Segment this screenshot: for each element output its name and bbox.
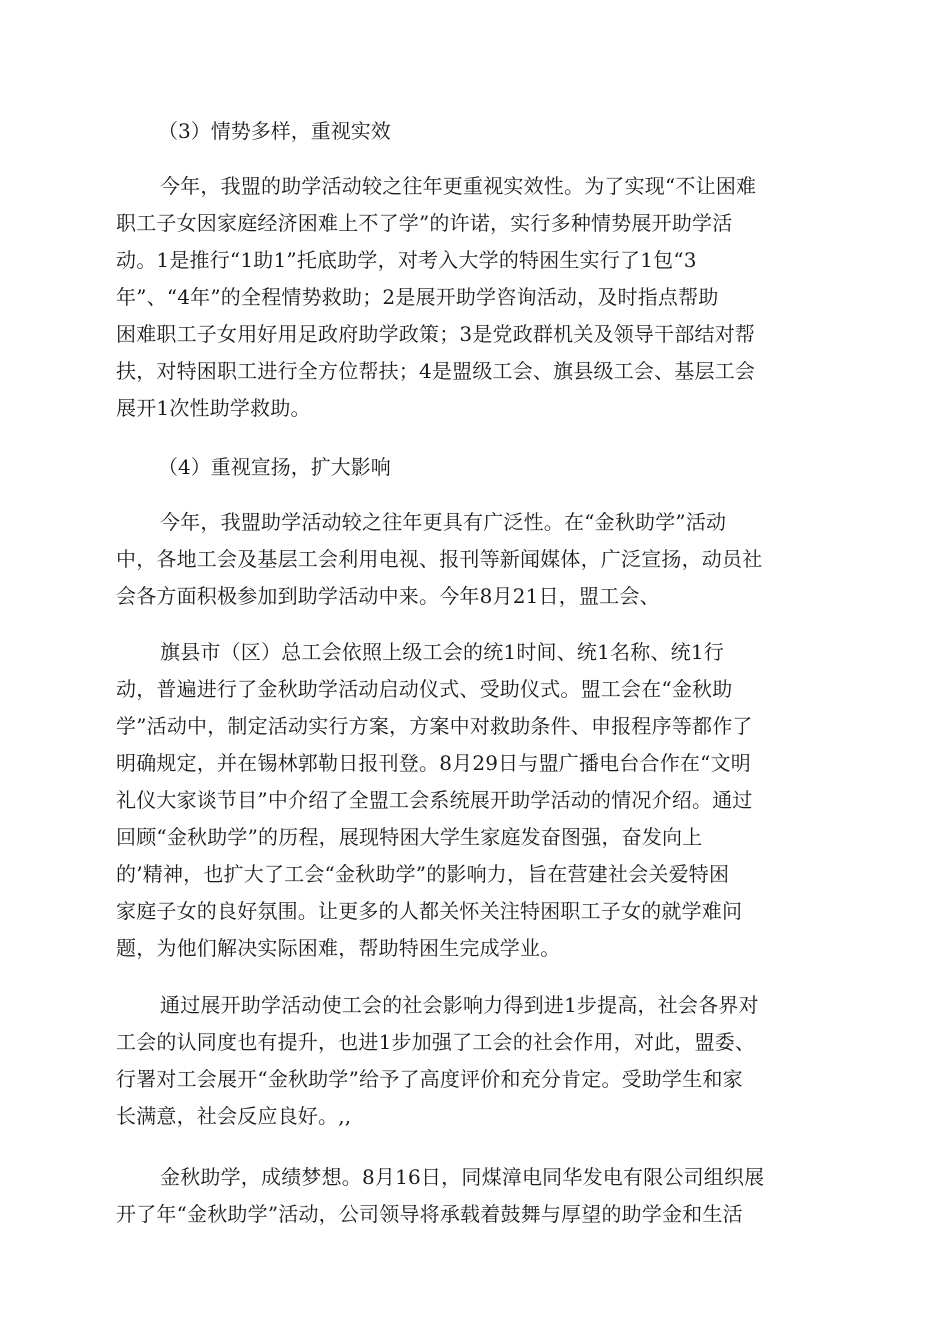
text-line: 开了年“金秋助学”活动，公司领导将承载着鼓舞与厚望的助学金和生活 [116, 1202, 743, 1226]
text-line: 中，各地工会及基层工会利用电视、报刊等新闻媒体，广泛宣扬，动员社 [116, 547, 763, 571]
text-line: 扶，对特困职工进行全方位帮扶；4是盟级工会、旗县级工会、基层工会 [116, 359, 756, 383]
section-4-paragraph-3 [116, 987, 832, 1135]
section-4-heading: （4）重视宣扬，扩大影响 [158, 455, 391, 479]
section-3-paragraph-1 [116, 168, 832, 427]
section-4-paragraph-1 [116, 504, 832, 615]
section-3-heading: （3）情势多样，重视实效 [158, 119, 391, 143]
text-line: 今年，我盟的助学活动较之往年更重视实效性。为了实现“不让困难 [160, 174, 757, 198]
text-line: 题，为他们解决实际困难，帮助特困生完成学业。 [116, 936, 561, 960]
text-line: 学”活动中，制定活动实行方案，方案中对救助条件、申报程序等都作了 [116, 714, 753, 738]
text-line: 明确规定，并在锡林郭勒日报刊登。8月29日与盟广播电台合作在“文明 [116, 751, 751, 775]
text-line: 年”、“4年”的全程情势救助；2是展开助学咨询活动，及时指点帮助 [116, 285, 719, 309]
text-line: 行署对工会展开“金秋助学”给予了高度评价和充分肯定。受助学生和家 [116, 1067, 743, 1091]
text-line: 会各方面积极参加到助学活动中来。今年8月21日，盟工会、 [116, 584, 660, 608]
text-line: 回顾“金秋助学”的历程，展现特困大学生家庭发奋图强，奋发向上 [116, 825, 703, 849]
text-line: 展开1次性助学救助。 [116, 396, 311, 420]
text-line: 工会的认同度也有提升，也进1步加强了工会的社会作用，对此，盟委、 [116, 1030, 756, 1054]
text-line: 的’精神，也扩大了工会“金秋助学”的影响力，旨在营建社会关爱特困 [116, 862, 730, 886]
text-line: 旗县市（区）总工会依照上级工会的统1时间、统1名称、统1行 [160, 640, 724, 664]
section-4-paragraph-4 [116, 1159, 832, 1233]
text-line: 困难职工子女用好用足政府助学政策；3是党政群机关及领导干部结对帮 [116, 322, 756, 346]
text-line: 通过展开助学活动使工会的社会影响力得到进1步提高，社会各界对 [160, 993, 759, 1017]
section-4-paragraph-2 [116, 634, 832, 967]
text-line: 动。1是推行“1助1”托底助学，对考入大学的特困生实行了1包“3 [116, 248, 697, 272]
text-line: 金秋助学，成绩梦想。8月16日，同煤漳电同华发电有限公司组织展 [160, 1165, 765, 1189]
text-line: 职工子女因家庭经济困难上不了学”的许诺，实行多种情势展开助学活 [116, 211, 733, 235]
text-line: 礼仪大家谈节目”中介绍了全盟工会系统展开助学活动的情况介绍。通过 [116, 788, 753, 812]
text-line: 动，普遍进行了金秋助学活动启动仪式、受助仪式。盟工会在“金秋助 [116, 677, 733, 701]
text-line: 今年，我盟助学活动较之往年更具有广泛性。在“金秋助学”活动 [160, 510, 727, 534]
text-line: 家庭子女的良好氛围。让更多的人都关怀关注特困职工子女的就学难问 [116, 899, 743, 923]
text-line: 长满意，社会反应良好。,, [116, 1104, 352, 1128]
